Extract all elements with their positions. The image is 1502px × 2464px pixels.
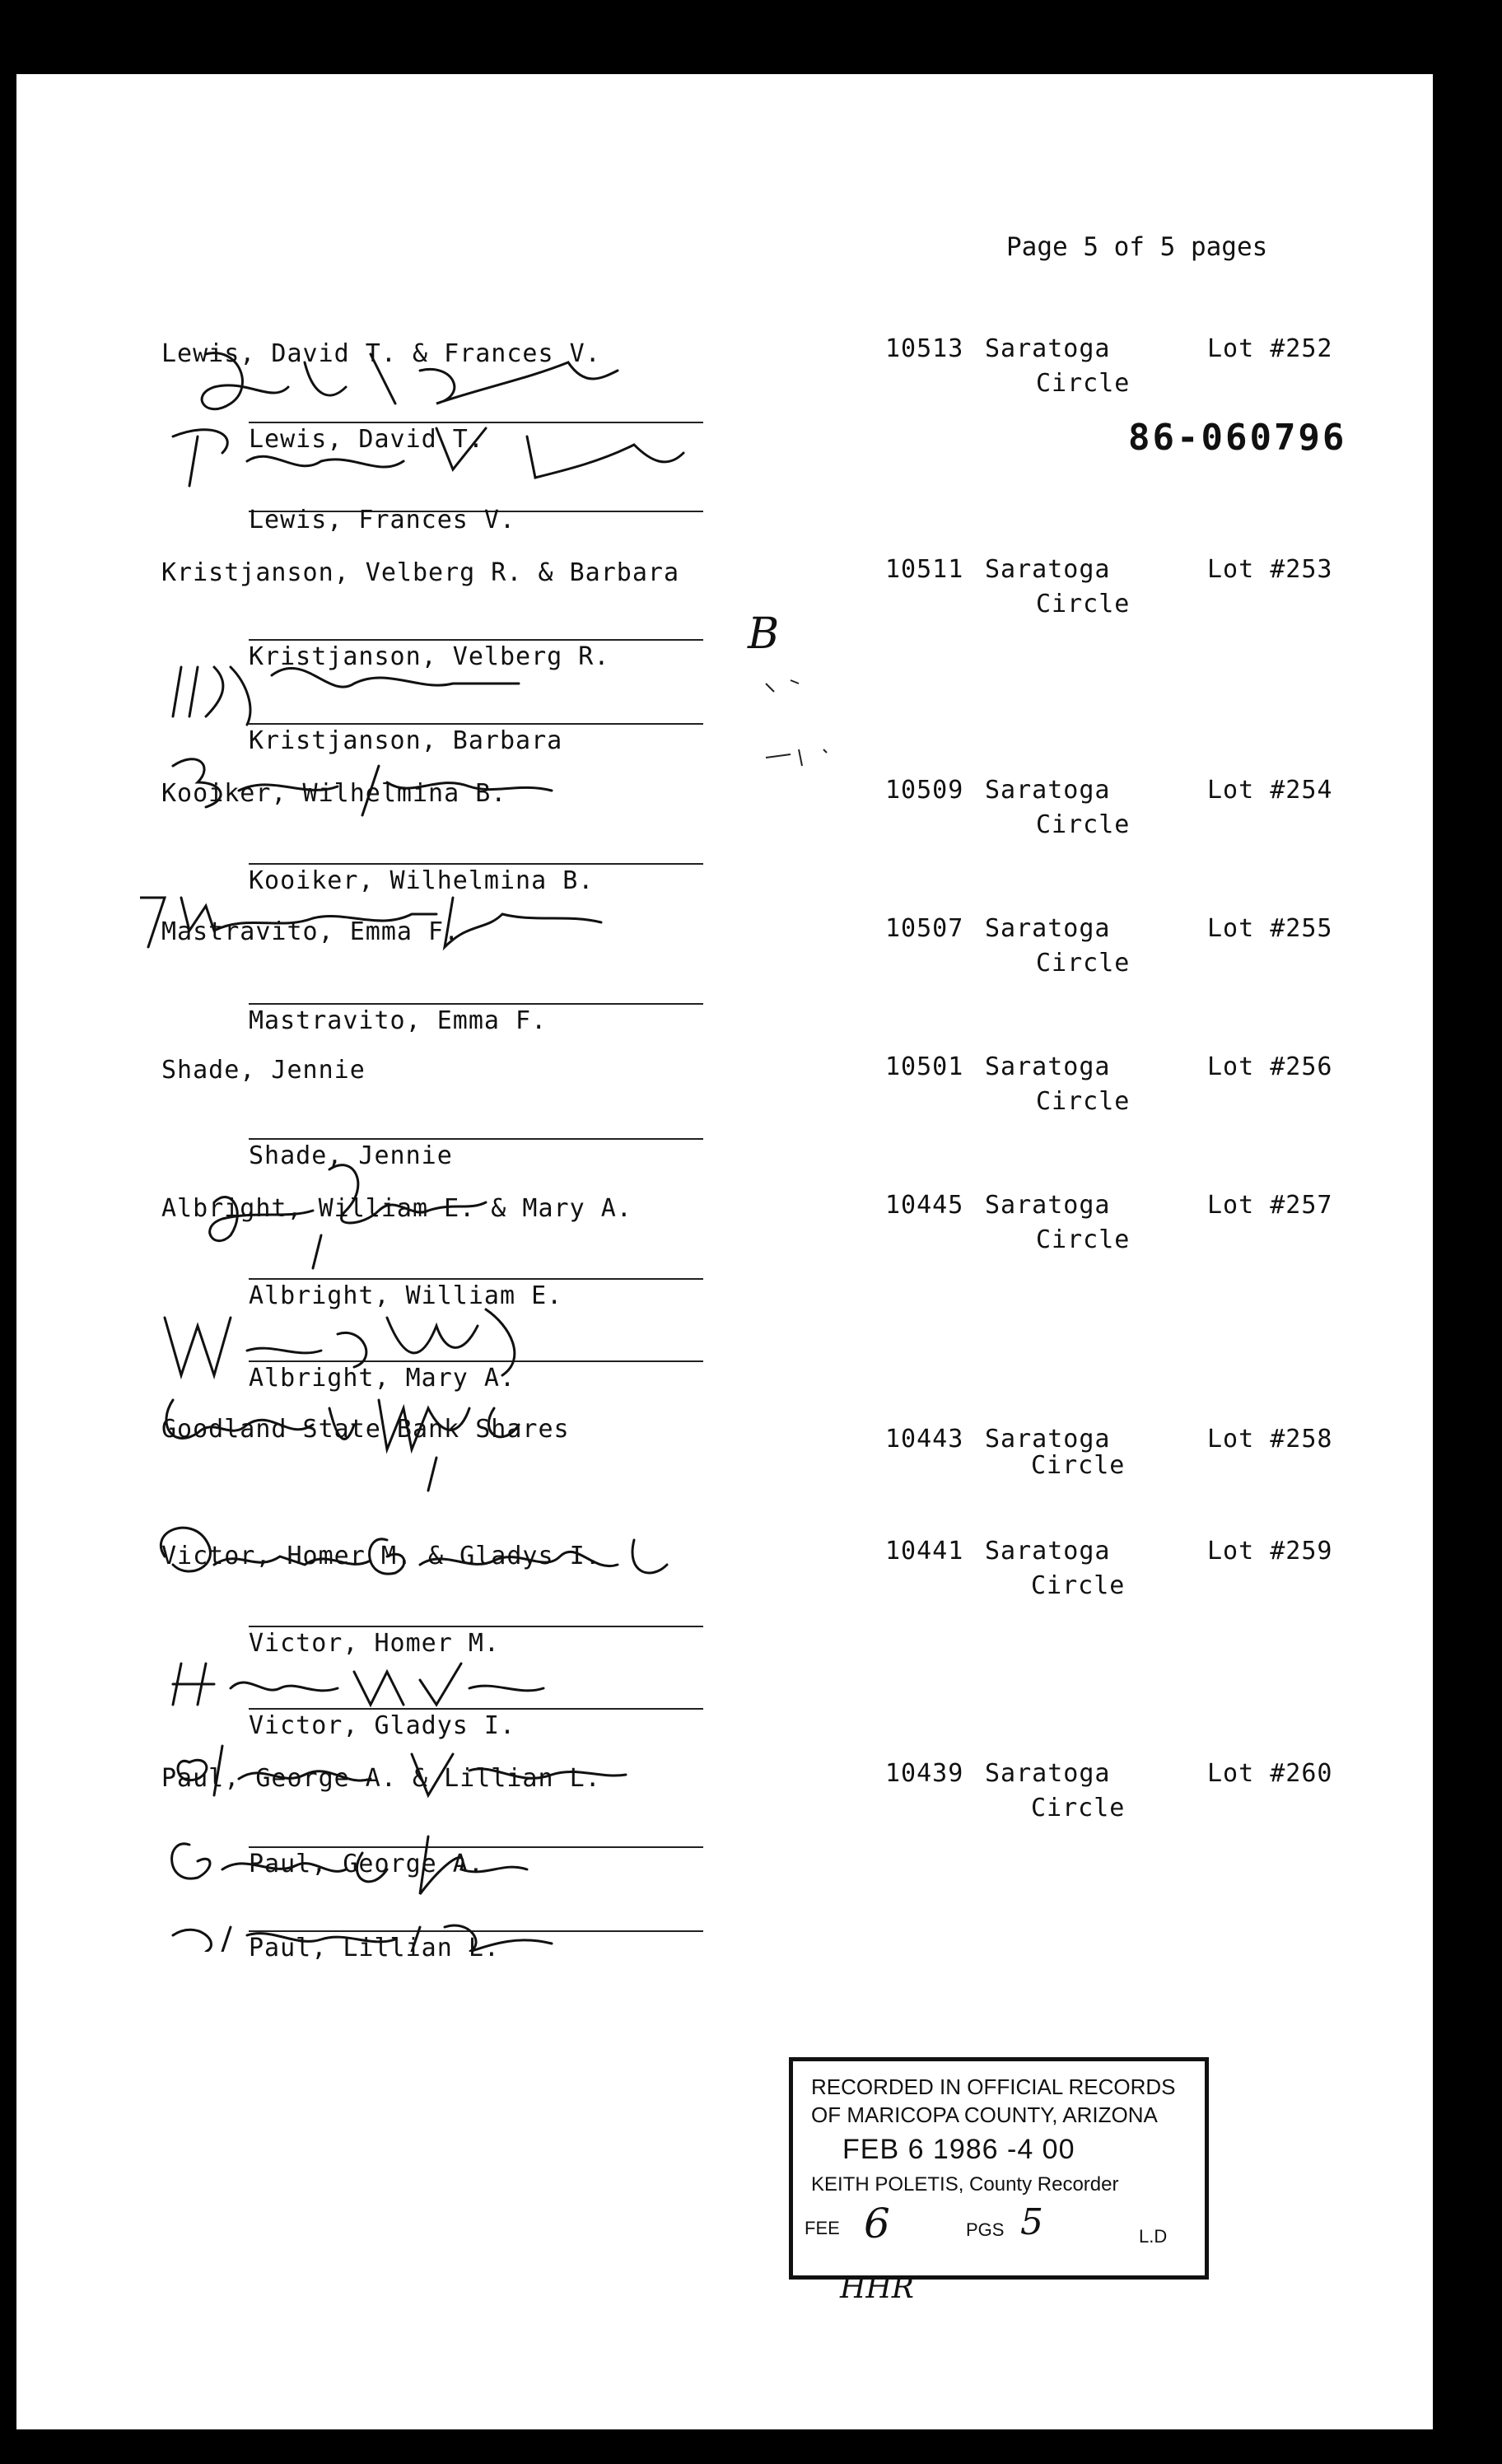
signer-name: Lewis, David T. — [249, 425, 484, 454]
address-street: Saratoga — [985, 1537, 1111, 1566]
address-number: 10513 — [885, 334, 964, 363]
lot-number: Lot #258 — [1207, 1425, 1333, 1454]
address-street: Saratoga — [985, 1191, 1111, 1220]
signer-name: Albright, Mary A. — [249, 1364, 516, 1393]
address-type: Circle — [1036, 810, 1131, 839]
signer-name: Paul, George A. — [249, 1850, 484, 1878]
signature-stroke — [173, 1664, 543, 1705]
signer-name: Lewis, Frances V. — [249, 506, 516, 534]
stamp-line-1: RECORDED IN OFFICIAL RECORDS — [811, 2074, 1176, 2099]
signer-name: Kristjanson, Barbara — [249, 726, 563, 755]
signer-name: Kooiker, Wilhelmina B. — [249, 866, 595, 895]
address-street: Saratoga — [985, 334, 1111, 363]
signature-stroke — [165, 1309, 515, 1375]
stamp-ld: L.D — [1139, 2226, 1168, 2247]
stamp-pgs-value: 5 — [1020, 2201, 1043, 2243]
address-type: Circle — [1031, 1571, 1126, 1600]
address-type: Circle — [1036, 949, 1131, 978]
lot-number: Lot #255 — [1207, 914, 1333, 943]
signature-stroke — [210, 1165, 486, 1268]
owner-name: Kristjanson, Velberg R. & Barbara — [161, 558, 680, 587]
address-type: Circle — [1031, 1794, 1126, 1822]
address-street: Saratoga — [985, 776, 1111, 805]
address-type: Circle — [1036, 1225, 1131, 1254]
signature-stroke — [172, 1836, 527, 1894]
stamp-line-2: OF MARICOPA COUNTY, ARIZONA — [811, 2102, 1158, 2127]
address-type: Circle — [1031, 1451, 1126, 1480]
signature-stroke — [173, 667, 519, 725]
signer-name: Mastravito, Emma F. — [249, 1006, 548, 1035]
address-number: 10501 — [885, 1052, 964, 1081]
address-street: Saratoga — [985, 1052, 1111, 1081]
signature-stroke — [166, 1400, 519, 1491]
owner-name: Kooiker, Wilhelmina B. — [161, 779, 507, 808]
stamp-fee-value: 6 — [864, 2200, 890, 2247]
document-page — [16, 74, 1433, 2429]
address-street: Saratoga — [985, 914, 1111, 943]
signature-stroke — [202, 353, 618, 409]
signer-name: Albright, William E. — [249, 1281, 563, 1310]
recording-stamp — [789, 2057, 1209, 2280]
stamp-date: FEB 6 1986 -4 00 — [842, 2134, 1075, 2165]
page-label: Page 5 of 5 pages — [1006, 232, 1268, 262]
address-number: 10441 — [885, 1537, 964, 1566]
address-number: 10445 — [885, 1191, 964, 1220]
signer-name: Victor, Gladys I. — [249, 1711, 516, 1740]
stamp-pgs-label: PGS — [966, 2219, 1005, 2240]
owner-name: Mastravito, Emma F. — [161, 917, 460, 946]
signer-name: Shade, Jennie — [249, 1141, 453, 1170]
address-type: Circle — [1036, 369, 1131, 398]
address-number: 10511 — [885, 555, 964, 584]
address-street: Saratoga — [985, 1759, 1111, 1788]
signature-stroke — [178, 1746, 626, 1795]
signature-stroke — [173, 759, 552, 815]
handwritten-initials: HHR — [840, 2271, 914, 2305]
owner-name: Albright, William E. & Mary A. — [161, 1194, 632, 1223]
owner-name: Shade, Jennie — [161, 1056, 366, 1085]
lot-number: Lot #259 — [1207, 1537, 1333, 1566]
stamp-fee-label: FEE — [805, 2218, 840, 2238]
address-number: 10509 — [885, 776, 964, 805]
stamp-recorder: KEITH POLETIS, County Recorder — [811, 2173, 1119, 2196]
lot-number: Lot #256 — [1207, 1052, 1333, 1081]
stray-marks — [749, 667, 848, 799]
address-type: Circle — [1036, 1087, 1131, 1116]
address-street: Saratoga — [985, 555, 1111, 584]
signature-stroke — [161, 1528, 667, 1574]
handwritten-signatures — [140, 338, 733, 1952]
lot-number: Lot #257 — [1207, 1191, 1333, 1220]
address-number: 10443 — [885, 1425, 964, 1454]
signer-name: Kristjanson, Velberg R. — [249, 642, 610, 671]
lot-number: Lot #260 — [1207, 1759, 1333, 1788]
signature-stroke — [173, 1925, 552, 1952]
owner-name: Goodland State Bank Shares — [161, 1415, 570, 1444]
signer-name: Victor, Homer M. — [249, 1629, 500, 1658]
signer-name: Paul, Lillian L. — [249, 1934, 500, 1962]
signature-stroke — [173, 428, 683, 486]
address-number: 10507 — [885, 914, 964, 943]
owner-name: Paul, George A. & Lillian L. — [161, 1764, 601, 1793]
address-number: 10439 — [885, 1759, 964, 1788]
handwritten-mark-b: B — [748, 609, 780, 659]
document-number: 86-060796 — [1128, 417, 1347, 459]
lot-number: Lot #254 — [1207, 776, 1333, 805]
owner-name: Victor, Homer M. & Gladys I. — [161, 1542, 601, 1570]
lot-number: Lot #252 — [1207, 334, 1333, 363]
owner-name: Lewis, David T. & Frances V. — [161, 339, 601, 368]
address-street: Saratoga — [985, 1425, 1111, 1454]
address-type: Circle — [1036, 590, 1131, 618]
signature-stroke — [140, 898, 601, 947]
lot-number: Lot #253 — [1207, 555, 1333, 584]
